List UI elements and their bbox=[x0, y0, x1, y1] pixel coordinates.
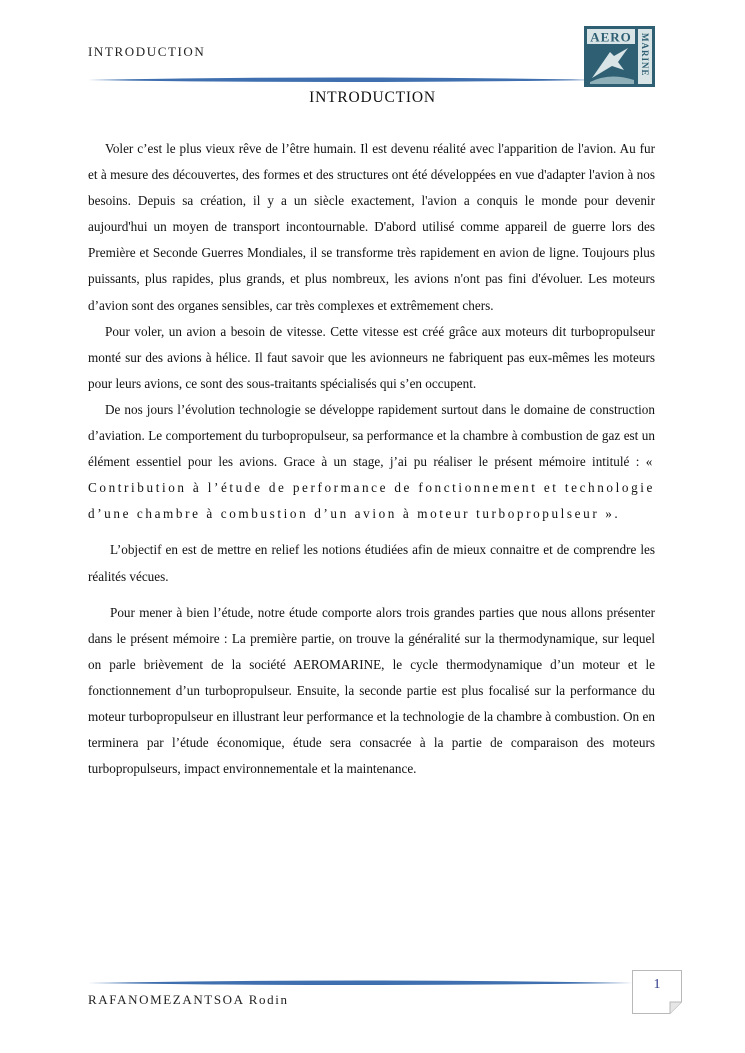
page-number: 1 bbox=[653, 977, 661, 992]
footer-author: RAFANOMEZANTSOA Rodin bbox=[88, 992, 289, 1007]
aeromarine-logo bbox=[584, 26, 655, 87]
paragraph-4: L’objectif en est de mettre en relief les notions étudiées afin de mieux connaitre et de comprendre les réalités vécues. bbox=[88, 542, 655, 584]
paragraph-3 bbox=[88, 397, 655, 527]
logo-text-aero: AERO bbox=[590, 29, 632, 45]
paragraph-3-text: De nos jours l’évolution technologie se développe rapidement surtout dans le domaine de construction d’aviation. Le comportement du turbopropulseur, sa performance et la chambre à combustion de gaz est un élément essentiel pour les avions. Grace à un stage, j’ai pu réaliser le présent mémoire intitulé : bbox=[88, 401, 655, 470]
thesis-title: « Contribution à l’étude de performance de fonctionnement et technologie d’une chambre à combustion d’un avion à moteur turbopropulseur ». bbox=[88, 454, 655, 522]
footer-rule bbox=[88, 979, 633, 987]
page-heading: INTRODUCTION bbox=[309, 89, 436, 106]
header-rule bbox=[88, 76, 598, 84]
paragraph-1: Voler c’est le plus vieux rêve de l’être humain. Il est devenu réalité avec l'apparition de l'avion. Au fur et à mesure des découvertes, des formes et des structures ont été développées en vue d'adapter l'avion à nos besoins. Depuis sa création, il y a un siècle exactement, l'avion a conquis le monde pour devenir aujourd'hui un moyen de transport incontournable. D'abord utilisé comme appareil de guerre lors des Première et Seconde Guerres Mondiales, il se transforme très rapidement en avion de ligne. Toujours plus puissants, plus rapides, plus grands, et plus nombreux, les avions n'ont pas fini d'évoluer. Les moteurs d’avion sont des organes sensibles, car très complexes et extrêmement chers. bbox=[88, 141, 655, 313]
running-header-title: INTRODUCTION bbox=[88, 44, 206, 59]
paragraph-2: Pour voler, un avion a besoin de vitesse. Cette vitesse est créé grâce aux moteurs dit turbopropulseur monté sur des avions à hélice. Il faut savoir que les avionneurs ne fabriquent pas eux-mêmes les moteurs pour leurs avions, ce sont des sous-traitants spécialisés qui s’en occupent. bbox=[88, 323, 655, 391]
logo-text-marine: MARINE bbox=[640, 33, 650, 77]
paragraph-5: Pour mener à bien l’étude, notre étude comporte alors trois grandes parties que nous allons présenter dans le présent mémoire : La première partie, on trouve la généralité sur la thermodynamique, sur lequel on parle brièvement de la société AEROMARINE, le cycle thermodynamique d’un moteur et le fonctionnement d’un turbopropulseur. Ensuite, la seconde partie est plus focalisé sur la performance du moteur turbopropulseur en illustrant leur performance et la technologie de la chambre à combustion. On en terminera par l’étude économique, étude sera consacrée à la partie de comparaison des moteurs turbopropulseurs, impact environnementale et la maintenance. bbox=[88, 604, 655, 777]
body-text bbox=[88, 136, 655, 782]
